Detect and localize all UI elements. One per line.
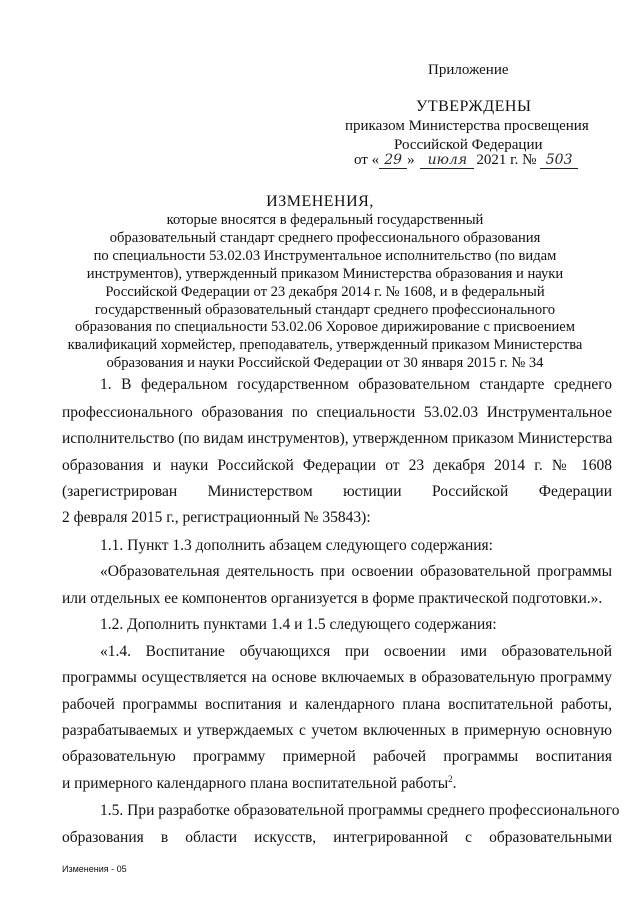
page-footer: Изменения - 05: [62, 864, 127, 874]
paragraph-1-4-text: и примерного календарного плана воспитательной работы: [62, 775, 449, 792]
paragraph-1-4-period: .: [452, 775, 457, 792]
date-mid: »: [407, 152, 415, 168]
paragraph-1-line: 2 февраля 2015 г., регистрационный № 35843):: [62, 509, 371, 526]
paragraph-1-line: (зарегистрирован Министерством юстиции Российской Федерации: [62, 483, 612, 500]
date-year: 2021 г. №: [476, 152, 537, 168]
subtitle-line: по специальности 53.02.03 Инструментальное исполнительство (по видам: [93, 247, 557, 264]
subtitle-line: Российской Федерации от 23 декабря 2014 г. № 1608, и в федеральный: [105, 283, 545, 300]
paragraph-1-line: профессионального образования по специальности 53.02.03 Инструментальное: [62, 404, 612, 421]
document-subtitle: [55, 212, 595, 373]
subtitle-line: государственный образовательный стандарт среднего профессионального: [94, 301, 556, 318]
paragraph-1-4-line: образовательную программу примерной рабочей программы воспитания: [62, 748, 612, 765]
subtitle-line: образовательный стандарт среднего профессионального образования: [109, 229, 541, 246]
subtitle-line: образования и науки Российской Федерации от 30 января 2015 г. № 34: [106, 355, 544, 372]
appendix-label: Приложение: [428, 62, 509, 78]
paragraph-1-4-line: рабочей программы воспитания и календарного плана воспитательной работы,: [62, 696, 612, 713]
paragraph-1-line: исполнительство (по видам инструментов), утвержденном приказом Министерства: [62, 430, 613, 447]
paragraph-1-4-line: разрабатываемых и утверждаемых с учетом включенных в примерную основную: [62, 722, 612, 739]
paragraph-1-2: 1.2. Дополнить пунктами 1.4 и 1.5 следующего содержания:: [100, 616, 497, 633]
paragraph-1-4-line-last: [62, 773, 612, 795]
handwritten-day: 29: [379, 152, 407, 169]
paragraph-1-line: образования и науки Российской Федерации от 23 декабря 2014 г. № 1608: [62, 457, 612, 474]
paragraph-1-1: 1.1. Пункт 1.3 дополнить абзацем следующего содержания:: [100, 537, 493, 554]
date-prefix: от «: [354, 152, 380, 168]
order-date-line: [354, 152, 578, 169]
order-line-1: приказом Министерства просвещения: [345, 118, 589, 134]
subtitle-line: которые вносятся в федеральный государственный: [166, 212, 484, 228]
handwritten-month: июля: [420, 152, 474, 169]
paragraph-1-5-line: образования в области искусств, интегрированной с образовательными: [62, 829, 612, 846]
subtitle-line: инструментов), утвержденный приказом Министерства образования и науки: [86, 265, 564, 282]
paragraph-1-4-line: программы осуществляется на основе включаемых в образовательную программу: [62, 669, 612, 686]
paragraph-1-4-line: «1.4. Воспитание обучающихся при освоении ими образовательной: [100, 643, 612, 660]
order-line-2: Российской Федерации: [394, 137, 543, 153]
document-title: ИЗМЕНЕНИЯ,: [266, 193, 374, 210]
paragraph-1-5-line: 1.5. При разработке образовательной программы среднего профессионального: [100, 802, 620, 819]
quote-1-1-line: или отдельных ее компонентов организуется в форме практической подготовки.».: [62, 590, 603, 607]
handwritten-order-number: 503: [540, 152, 578, 169]
footnote-marker: 2: [448, 773, 453, 784]
quote-1-1-line: «Образовательная деятельность при освоении образовательной программы: [100, 563, 612, 580]
subtitle-line: образования по специальности 53.02.06 Хоровое дирижирование с присвоением: [74, 319, 576, 336]
subtitle-line: квалификаций хормейстер, преподаватель, утвержденный приказом Министерства: [67, 337, 583, 354]
paragraph-1-line: 1. В федеральном государственном образовательном стандарте среднего: [100, 376, 612, 393]
approved-label: УТВЕРЖДЕНЫ: [416, 98, 532, 115]
